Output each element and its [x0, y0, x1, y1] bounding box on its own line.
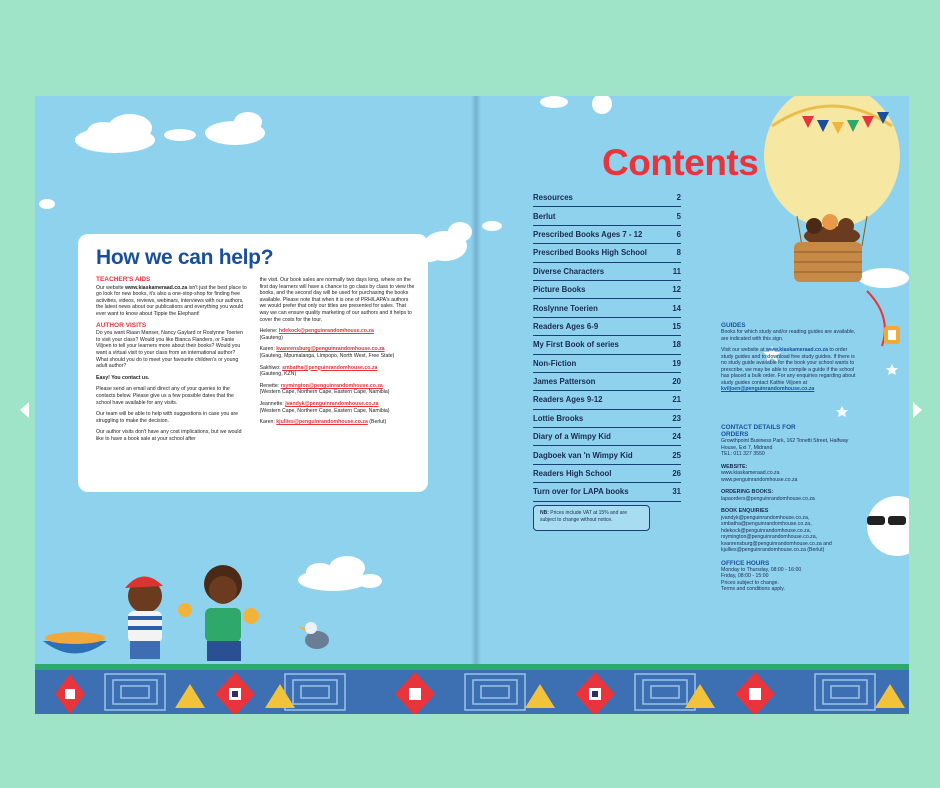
contact-helene: Helene: hdekock@penguinrandomhouse.co.za (Gauteng)	[259, 328, 374, 341]
contact-karen-berlut: Karen: kjullies@penguinrandomhouse.co.za (Berlut)	[259, 419, 387, 426]
website-link-1[interactable]: www.kiaskameraad.co.za	[721, 470, 780, 476]
nb-price-note: NB: Prices include VAT at 15% and are subject to change without notice.	[533, 505, 650, 531]
office-hours-line: Prices subject to change.	[721, 579, 779, 586]
toc-item[interactable]: James Patterson 20	[533, 373, 681, 391]
author-visits-p4: Our team will be able to help with suggestions in case you are struggling to make the decision.	[96, 411, 239, 424]
website-link[interactable]: www.kiaskameraad.co.za	[125, 284, 188, 291]
teachers-aids-heading: TEACHER'S AIDS	[96, 276, 151, 283]
author-visits-p5: Our author visits don't have any cost implications, but we would like to have a book sale at your school after	[96, 429, 242, 442]
toc-item[interactable]: Berlut 5	[533, 207, 681, 225]
contact-karen: Karen: kvanrensburg@penguinrandomhouse.co.za (Gauteng, Mpumalanga, Limpopo, North West, Free State)	[259, 346, 395, 359]
decorative-pattern-border	[35, 664, 909, 714]
enquiry-email[interactable]: kvanrensburg@penguinrandomhouse.co.za and	[721, 540, 832, 547]
toc-item[interactable]: Readers Ages 6-9 15	[533, 318, 681, 336]
contact-email-link[interactable]: jvandyk@penguinrandomhouse.co.za	[285, 400, 379, 407]
next-page-arrow-icon[interactable]	[913, 402, 922, 418]
book-spine	[471, 96, 481, 714]
contact-heading: CONTACT DETAILS FOR ORDERS	[721, 424, 796, 438]
office-hours-heading: OFFICE HOURS	[721, 559, 770, 567]
contact-address: Growthpoint Business Park, 162 Tonetti Street, Halfway House, Ext 7, Midrand	[721, 438, 849, 451]
guides-heading: GUIDES	[721, 322, 746, 329]
guides-website-link[interactable]: www.kiaskameraad.co.za	[765, 347, 828, 353]
author-visits-p2: Easy! You contact us.	[96, 374, 150, 381]
previous-page-arrow-icon[interactable]	[20, 402, 29, 418]
contents-title: Contents	[602, 142, 759, 183]
contact-email-link[interactable]: hdekock@penguinrandomhouse.co.za	[278, 328, 374, 335]
ordering-heading: ORDERING BOOKS:	[721, 489, 774, 495]
guides-text-2: Visit our website at www.kiaskameraad.co.za to order study guides and to download free study guides. If there is no study guide available for the book your school wants to prescribe, we may be able to compile a guide if the school has placed a bulk order. For any enquiries regarding about study guides contact Kathie Viljoen at kviljoen@penguinrandomhouse.co.za	[721, 347, 856, 392]
toc-item[interactable]: Non-Fiction 19	[533, 355, 681, 373]
contact-email-link[interactable]: kvanrensburg@penguinrandomhouse.co.za	[276, 346, 385, 353]
contact-email-link[interactable]: kjullies@penguinrandomhouse.co.za	[276, 419, 368, 426]
toc-item[interactable]: Diverse Characters 11	[533, 263, 681, 281]
teachers-aids-text: Our website www.kiaskameraad.co.za isn't just the best place to go look for new books, it's also a one-stop-shop for finding free activities, videos, reviews, webinars, interviews with our authors, the latest news about our publications and everything you would ever want to know about Tippie the Elephant!	[96, 284, 247, 317]
toc-item[interactable]: Diary of a Wimpy Kid 24	[533, 428, 681, 446]
help-right-column	[260, 274, 416, 447]
author-visits-p1: Do you want Riaan Manser, Nancy Gaylard or Roslynne Toerien to visit your class? Would you like Bianca Flanders, or Fanie Viljoen to tell your learners more about their books? Would you want a virtual visit to your class from an international author? What should you do to meet your favourite children's or young adult author?	[96, 330, 243, 370]
brochure-spread	[35, 96, 909, 714]
how-we-can-help-card	[78, 234, 428, 492]
toc-item[interactable]: Dagboek van 'n Wimpy Kid 25	[533, 446, 681, 464]
table-of-contents	[533, 189, 681, 502]
enquiry-email[interactable]: kjullies@penguinrandomhouse.co.za (Berlut)	[721, 547, 825, 553]
toc-item[interactable]: Picture Books 12	[533, 281, 681, 299]
office-hours-line: Monday to Thursday, 08:00 - 16:00	[721, 566, 802, 573]
toc-item[interactable]: Prescribed Books High School 8	[533, 244, 681, 262]
guides-section	[721, 322, 857, 393]
toc-item[interactable]: Readers High School 26	[533, 465, 681, 483]
toc-item[interactable]: My First Book of series 18	[533, 336, 681, 354]
enquiries-heading: BOOK ENQUIRIES	[721, 508, 769, 514]
office-hours-line: Terms and conditions apply.	[721, 586, 785, 592]
author-visits-heading: AUTHOR VISITS	[96, 321, 147, 329]
help-left-column	[96, 274, 248, 447]
toc-item[interactable]: Lottie Brooks 23	[533, 410, 681, 428]
contact-telephone: TEL: 011 327 3550	[721, 451, 765, 457]
contact-sakhiwo: Sakhiwo: smbatha@penguinrandomhouse.co.za (Gauteng, KZN)	[259, 364, 378, 378]
enquiry-email[interactable]: jvandyk@penguinrandomhouse.co.za,	[721, 514, 810, 521]
contact-renette: Renette: rsymington@penguinrandomhouse.co.za (Western Cape, Northern Cape, Eastern Cape, Namibia)	[259, 382, 390, 396]
enquiry-email[interactable]: smbatha@penguinrandomhouse.co.za,	[721, 521, 812, 527]
how-we-can-help-title: How we can help?	[96, 246, 274, 269]
contact-jeannette: Jeannette: jvandyk@penguinrandomhouse.co.za (Western Cape, Northern Cape, Eastern Cape, Namibia)	[259, 400, 390, 414]
toc-item[interactable]: Roslynne Toerien 14	[533, 299, 681, 317]
contact-email-link[interactable]: rsymington@penguinrandomhouse.co.za	[280, 382, 383, 389]
website-heading: WEBSITE:	[721, 463, 748, 470]
toc-item[interactable]: Turn over for LAPA books 31	[533, 483, 681, 501]
guides-email-link[interactable]: kviljoen@penguinrandomhouse.co.za	[721, 386, 815, 392]
enquiry-email[interactable]: hdekock@penguinrandomhouse.co.za,	[721, 527, 812, 534]
book-sale-text: the visit. Our book sales are normally two days long, where on the first day learners will have a chance to go class by class to view the books, and the second day will be used for purchasing the books available. Please note that when it is one of PRH/LAPA's authors we would prefer that only our titles are presented for sales. That way we can ensure quality marketing of our authors and it helps to cover the costs for the tour.	[259, 277, 415, 323]
enquiry-email[interactable]: rsymington@penguinrandomhouse.co.za,	[721, 534, 818, 540]
website-link-2[interactable]: www.penguinrandomhouse.co.za	[721, 476, 798, 483]
ordering-email[interactable]: lapaorders@penguinrandomhouse.co.za	[721, 495, 815, 502]
office-hours-line: Friday, 08:00 - 15:00	[721, 573, 769, 579]
contact-section	[721, 424, 857, 593]
author-visits-p3: Please send an email and direct any of your queries to the contacts below. Please give us a few possible dates that the school have available for any visits.	[96, 386, 234, 406]
guides-text-1: Books for which study and/or reading guides are available, are indicated with this sign.	[721, 329, 856, 342]
contact-email-link[interactable]: smbatha@penguinrandomhouse.co.za	[282, 364, 378, 371]
toc-item[interactable]: Prescribed Books Ages 7 - 12 6	[533, 226, 681, 244]
toc-item[interactable]: Readers Ages 9-12 21	[533, 391, 681, 409]
toc-item[interactable]: Resources 2	[533, 189, 681, 207]
